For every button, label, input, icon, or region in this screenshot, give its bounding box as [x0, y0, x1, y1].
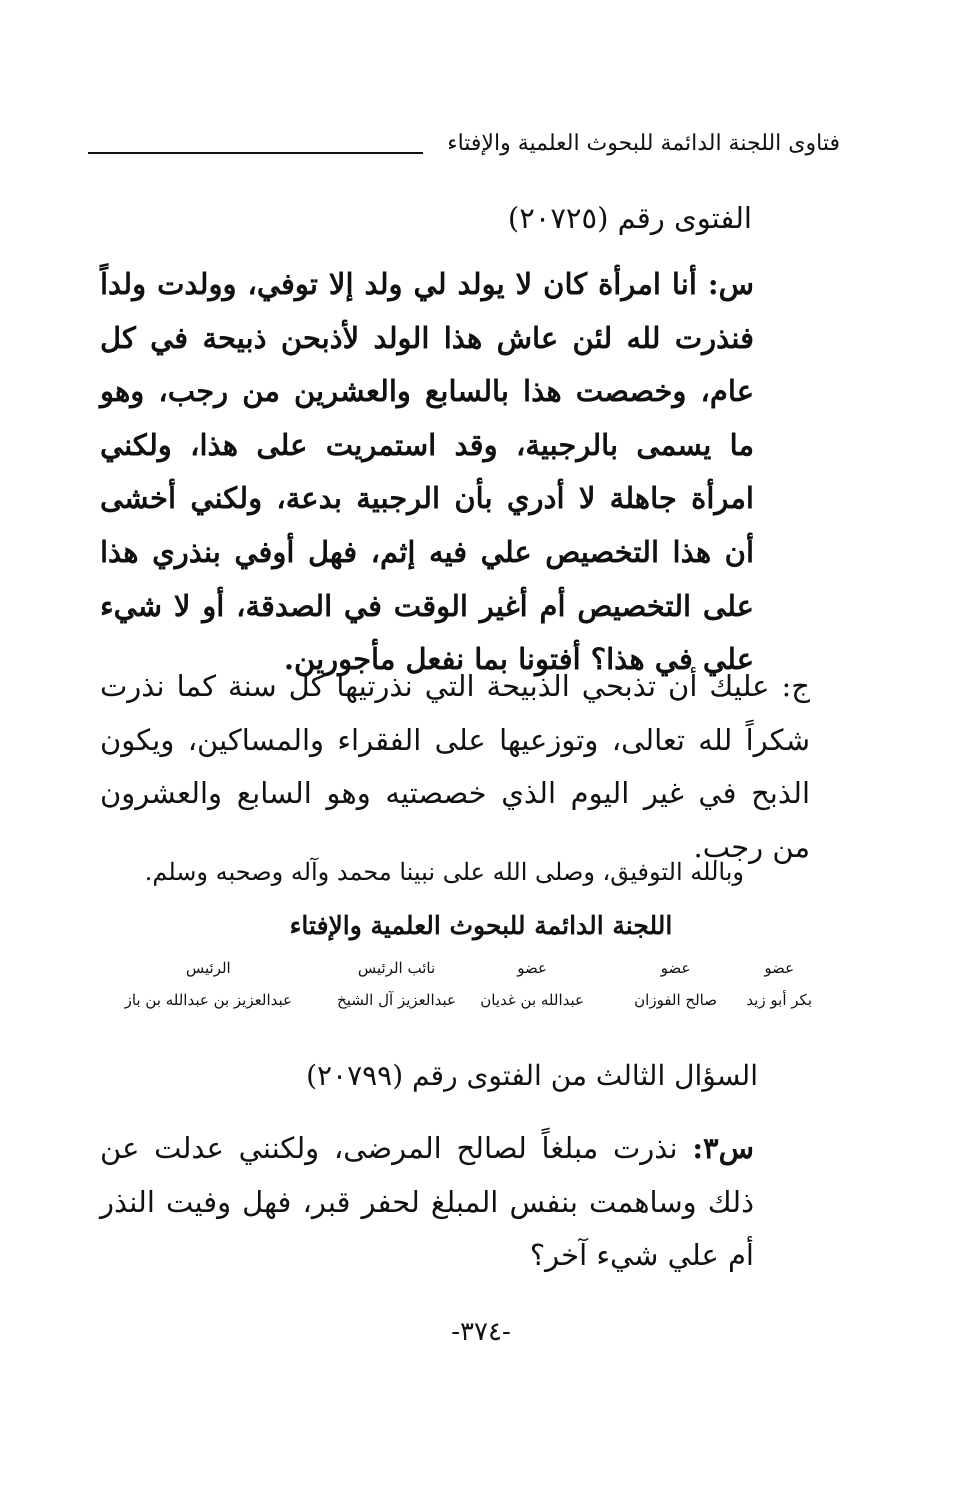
signatory-role: الرئيس — [185, 959, 231, 977]
fatwa-question: س: أنا امرأة كان لا يولد لي ولد إلا توفي، وولدت ولداً فنذرت لله لئن عاش هذا الولد لأذبحن ذبيحة في كل عام، وخصصت هذا بالسابع والعشرين من رجب، وهو ما يسمى بالرجبية، وقد استمريت على هذا، ولكني امرأة جاهلة لا أدري بأن الرجبية بدعة، ولكني أخشى أن هذا التخصيص علي فيه إثم، فهل أوفي بنذري هذا على التخصيص أم أغير الوقت في الصدقة، أو لا شيء علي في هذا؟ أفتونا بما نفعل مأجورين. — [100, 267, 754, 677]
signatories — [112, 956, 812, 1026]
signatory-role: عضو — [517, 959, 547, 977]
signatory-name: عبدالعزيز آل الشيخ — [337, 991, 456, 1009]
page-number: -٣٧٤- — [451, 1317, 511, 1347]
fatwa-number-heading: الفتوى رقم (٢٠٧٢٥) — [507, 201, 752, 235]
running-header — [88, 128, 840, 164]
second-question-heading: السؤال الثالث من الفتوى رقم (٢٠٧٩٩) — [306, 1059, 758, 1092]
signatory — [480, 956, 584, 1014]
question-label: س٣: — [692, 1131, 755, 1165]
header-rule — [88, 152, 423, 154]
closing-formula: وبالله التوفيق، وصلى الله على نبينا محمد وآله وصحبه وسلم. — [144, 858, 744, 886]
fatwa-answer: ج: عليك أن تذبحي الذبيحة التي نذرتيها كل سنة كما نذرت شكراً لله تعالى، وتوزعيها على الفقراء والمساكين، ويكون الذبح في غير اليوم الذي خصصتيه وهو السابع والعشرون من رجب. — [100, 669, 810, 864]
signatory-name: عبدالله بن غديان — [480, 991, 584, 1009]
signatory-name: بكر أبو زيد — [746, 991, 812, 1009]
signatory-role: عضو — [660, 959, 691, 977]
signatory-role: نائب الرئيس — [357, 959, 436, 977]
signatory-name: عبدالعزيز بن عبدالله بن باز — [124, 991, 292, 1009]
signatory-name: صالح الفوزان — [634, 991, 717, 1009]
signatory — [746, 956, 812, 1014]
signatory-role: عضو — [764, 959, 795, 977]
second-question — [100, 1122, 754, 1283]
question-text: نذرت مبلغاً لصالح المرضى، ولكنني عدلت عن ذلك وساهمت بنفس المبلغ لحفر قبر، فهل وفيت النذر أم علي شيء آخر؟ — [100, 1131, 754, 1273]
committee-name: اللجنة الدائمة للبحوث العلمية والإفتاء — [289, 911, 673, 940]
signatory — [337, 956, 456, 1014]
signatory — [125, 956, 292, 1014]
signatory — [634, 956, 717, 1014]
running-title: فتاوى اللجنة الدائمة للبحوث العلمية والإفتاء — [447, 131, 840, 156]
